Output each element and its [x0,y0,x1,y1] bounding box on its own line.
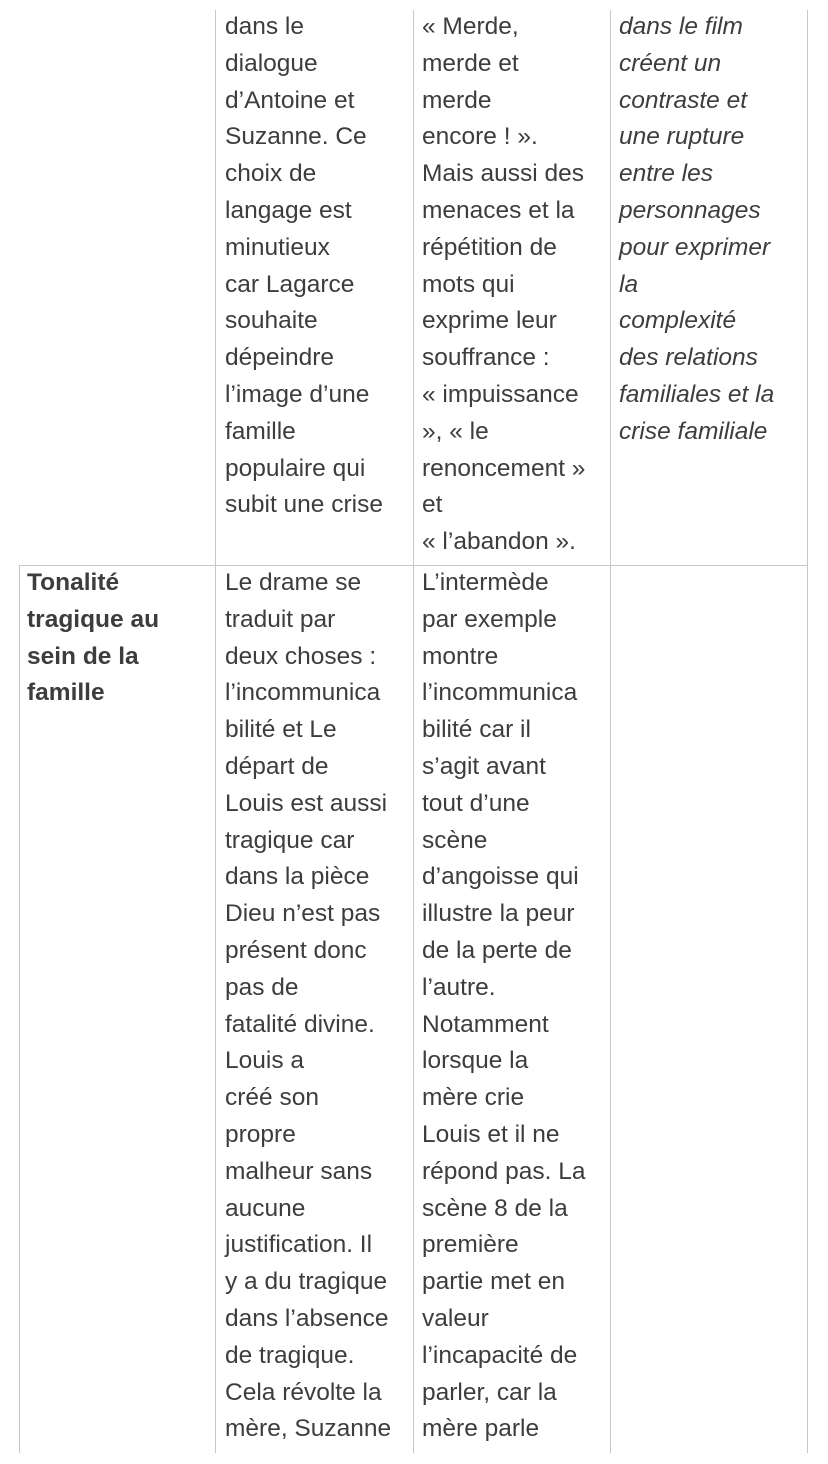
column-divider-1 [215,10,216,1453]
table-cell-row2-col3: L’intermède par exemple montre l’incommunica bilité car il s’agit avant tout d’une scène d’angoisse qui illustre la peur de la perte de l’autre. Notamment lorsque la mère crie Louis et il ne répond pas. La scène 8 de la première partie met en valeur l’incapacité de parler, car la mère parle [422,569,586,1443]
table-cell-row1-col2: dans le dialogue d’Antoine et Suzanne. Ce choix de langage est minutieux car Lagarce souhaite dépeindre l’image d’une famille populaire qui subit une crise [225,13,383,519]
table-cell-row2-col2: Le drame se traduit par deux choses : l’incommunica bilité et Le départ de Louis est aussi tragique car dans la pièce Dieu n’est pas présent donc pas de fatalité divine. Louis a créé son propre malheur sans aucune justification. Il y a du tragique dans l’absence de tragique. Cela révolte la mère, Suzanne [225,569,392,1443]
table-cell-row1-col3: « Merde, merde et merde encore ! ». Mais aussi des menaces et la répétition de mots qui exprime leur souffrance : « impuissance », « le renoncement » et « l’abandon ». [422,13,586,556]
table-border-left [19,565,20,1453]
column-divider-3 [610,10,611,1453]
table-border-right [807,10,808,1453]
table-cell-row2-label: Tonalité tragique au sein de la famille [27,569,160,707]
table-cell-row1-col4: dans le film créent un contraste et une rupture entre les personnages pour exprimer la complexité des relations familiales et la crise familiale [619,13,775,445]
column-divider-2 [413,10,414,1453]
